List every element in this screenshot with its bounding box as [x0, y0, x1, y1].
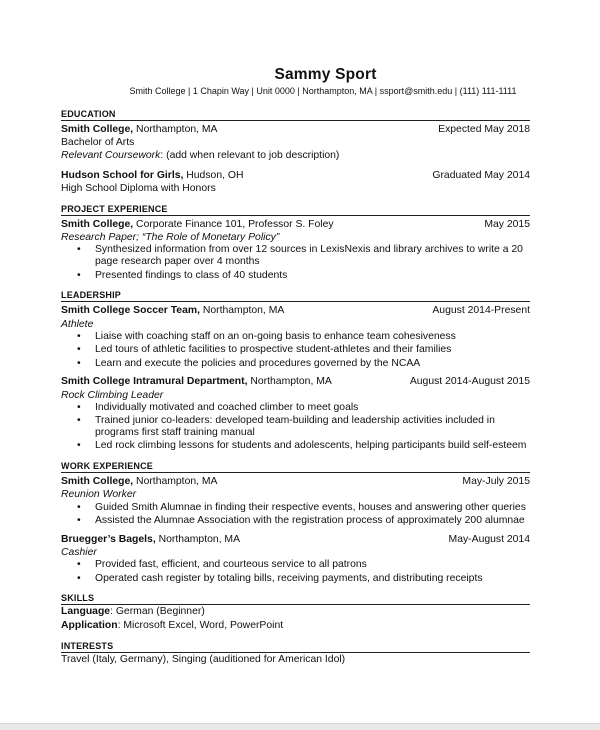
section-divider: [61, 472, 530, 473]
degree-line: High School Diploma with Honors: [61, 182, 216, 194]
entry-subtitle: Athlete: [61, 318, 94, 330]
entry-location: Northampton, MA: [199, 305, 285, 317]
entry-org: Bruegger’s Bagels,: [61, 533, 156, 545]
education-entry: [61, 169, 530, 195]
coursework-label: Relevant Coursework: [61, 150, 161, 162]
bullet-list: [61, 502, 530, 527]
entry-subtitle: Rock Climbing Leader: [61, 389, 164, 401]
entry-org: Smith College Intramural Department,: [61, 376, 248, 388]
bullet-item: • Individually motivated and coached climber to meet goals: [95, 402, 530, 414]
entry-location: Northampton, MA: [133, 476, 218, 488]
bullet-item: • Synthesized information from over 12 sources in LexisNexis and library archives to write a 20 page research paper over 4 months: [95, 244, 530, 268]
skill-value: : German (Beginner): [110, 606, 205, 618]
entry-org: Smith College Soccer Team,: [61, 305, 200, 317]
bullet-list: [61, 244, 530, 281]
bullet-item: • Led tours of athletic facilities to prospective student-athletes and their families: [95, 344, 530, 356]
interests-section: [61, 641, 530, 666]
section-divider: [61, 301, 530, 302]
bullet-item: • Liaise with coaching staff on an on-going basis to enhance team cohesiveness: [95, 331, 530, 343]
work-entry: [61, 475, 530, 527]
skill-value: : Microsoft Excel, Word, PowerPoint: [117, 619, 284, 631]
leadership-section: [61, 290, 530, 452]
entry-date: Expected May 2018: [438, 124, 530, 135]
bullet-list: [61, 559, 530, 584]
entry-location: Northampton, MA: [155, 533, 241, 545]
leadership-entry: [61, 304, 530, 369]
entry-location: Hudson, OH: [183, 169, 244, 181]
skill-line: [61, 619, 530, 632]
bullet-list: [61, 402, 530, 452]
section-heading: SKILLS: [61, 593, 95, 604]
section-heading: EDUCATION: [61, 109, 116, 119]
resume-name: Sammy Sport: [274, 66, 377, 83]
entry-date: August 2014-Present: [432, 305, 530, 317]
bullet-item: • Presented findings to class of 40 students: [95, 270, 530, 282]
bullet-item: • Trained junior co-leaders: developed team-building and leadership activities included in programs first staff training manual: [95, 415, 530, 439]
entry-org: Hudson School for Girls,: [61, 169, 184, 181]
entry-location: Northampton, MA: [133, 124, 218, 135]
bullet-item: • Led rock climbing lessons for students and adolescents, helping participants build self-esteem: [95, 440, 530, 452]
bullet-item: • Learn and execute the policies and procedures governed by the NCAA: [95, 358, 530, 370]
section-heading: INTERESTS: [61, 640, 114, 651]
entry-subtitle: Reunion Worker: [61, 489, 137, 501]
section-heading: PROJECT EXPERIENCE: [61, 204, 168, 215]
education-section: [61, 109, 530, 195]
project-entry: [61, 218, 530, 281]
section-divider: [61, 215, 530, 216]
entry-org: Smith College,: [61, 124, 134, 135]
bullet-item: • Operated cash register by totaling bills, receiving payments, and distributing receipts: [95, 573, 530, 585]
section-divider: [61, 120, 530, 121]
leadership-entry: [61, 375, 530, 452]
entry-date: May-July 2015: [462, 476, 530, 488]
entry-subtitle: Research Paper; “The Role of Monetary Policy”: [61, 232, 280, 244]
skills-section: [61, 593, 530, 631]
bullet-item: • Guided Smith Alumnae in finding their respective events, houses and answering other queries: [95, 502, 530, 514]
entry-date: August 2014-August 2015: [409, 376, 530, 388]
work-entry: [61, 533, 530, 585]
entry-date: May 2015: [484, 219, 530, 231]
coursework-text: : (add when relevant to job description): [160, 150, 340, 162]
entry-date: May-August 2014: [448, 533, 530, 545]
skill-label: Language: [61, 606, 111, 618]
contact-line: Smith College | 1 Chapin Way | Unit 0000 | Northampton, MA | ssport@smith.edu | (111) 111-1111: [129, 86, 517, 96]
skill-label: Application: [61, 619, 118, 631]
interests-text: Travel (Italy, Germany), Singing (auditioned for American Idol): [61, 653, 346, 665]
bullet-list: [61, 331, 530, 370]
work-section: [61, 461, 530, 584]
bullet-item: • Assisted the Alumnae Association with the registration process of approximately 200 alumnae: [95, 515, 530, 527]
skill-line: [61, 605, 530, 618]
degree-line: Bachelor of Arts: [61, 137, 135, 149]
entry-org: Smith College,: [61, 219, 134, 231]
entry-date: Graduated May 2014: [432, 169, 530, 181]
entry-org: Smith College,: [61, 476, 134, 488]
entry-location: Northampton, MA: [247, 376, 332, 388]
projects-section: [61, 204, 530, 281]
entry-location: Corporate Finance 101, Professor S. Foley: [133, 219, 334, 231]
entry-subtitle: Cashier: [61, 546, 97, 558]
bullet-item: • Provided fast, efficient, and courteous service to all patrons: [95, 559, 530, 571]
section-heading: WORK EXPERIENCE: [61, 461, 154, 472]
section-heading: LEADERSHIP: [61, 290, 122, 301]
education-entry: [61, 123, 530, 163]
